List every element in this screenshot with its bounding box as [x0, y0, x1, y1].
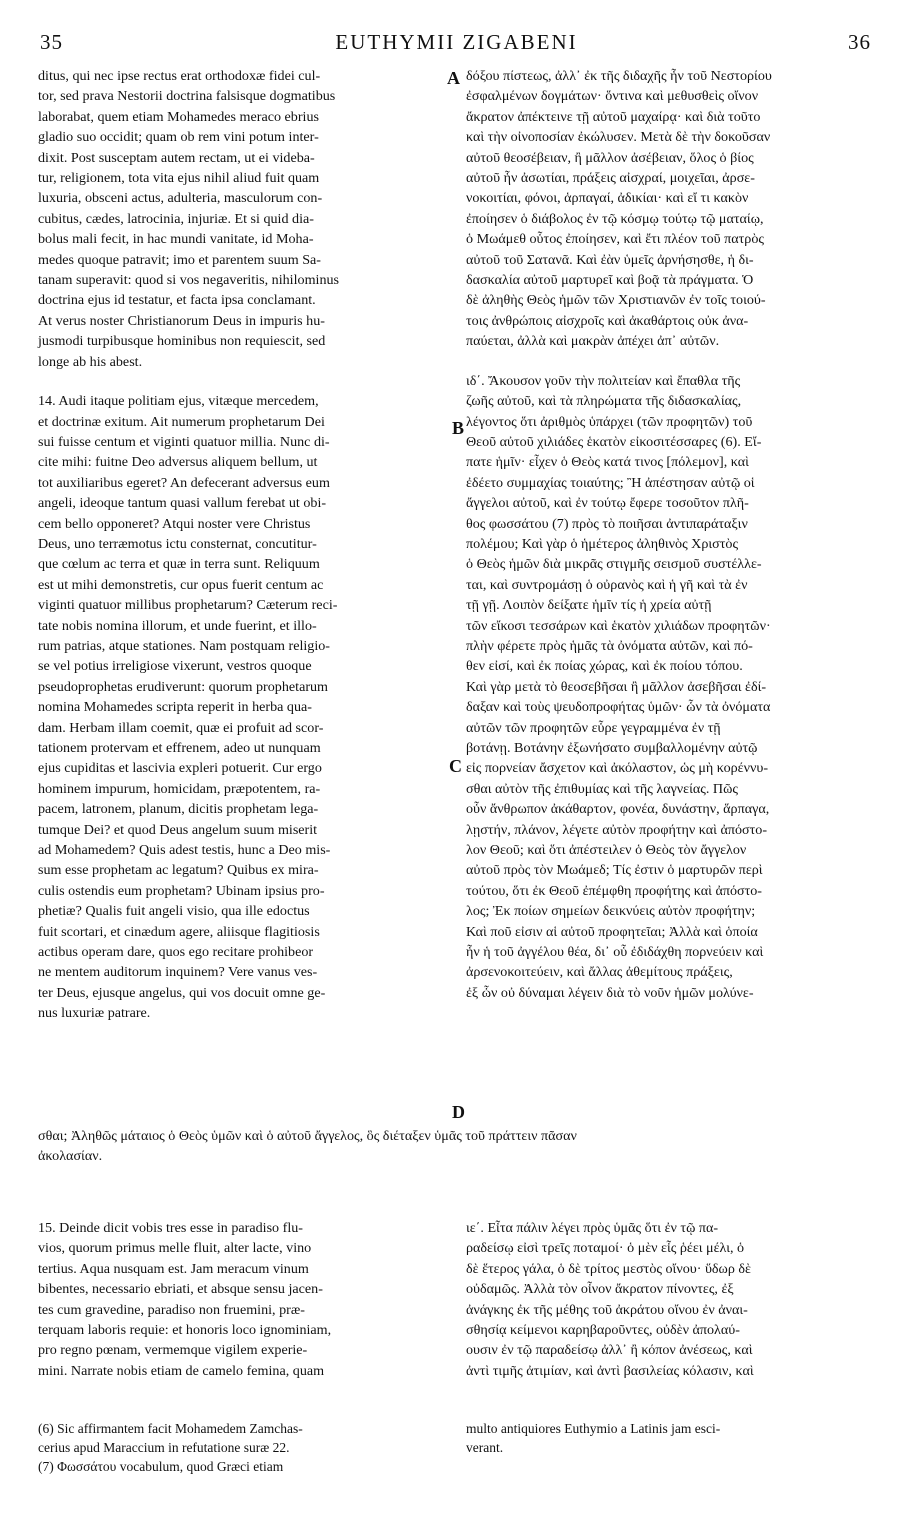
- greek-paragraph-1: δόξου πίστεως, ἀλλ᾽ ἐκ τῆς διδαχῆς ἦν τοῦ Νεστορίου ἐσφαλμένων δογμάτων· ὅντινα καὶ μεθυσθεὶς οἴνον ἄκρατον ἀπέκτεινε τῇ αὐτοῦ μαχαίρᾳ· καὶ διὰ τοῦτο καὶ τὴν οἰνοποσίαν ἐκώλυσεν. Μετὰ δὲ τὴν δοκοῦσαν αὐτοῦ θεοσέβειαν, ἢ μᾶλλον ἀσέβειαν, ὅλος ὁ βίος αὐτοῦ ἦν ἀσωτίαι, πράξεις αἰσχραί, μοιχεῖαι, ἀρσε- νοκοιτίαι, φόνοι, ἁρπαγαί, ἀδικίαι· καὶ εἴ τι κακὸν ἐποίησεν ὁ διάβολος ἐν τῷ κόσμῳ τούτῳ τῷ ματαίῳ, ὁ Μωάμεθ οὗτος ἐποίησεν, καὶ ἔτι πλέον τοῦ πατρὸς αὐτοῦ τοῦ Σατανᾶ. Καὶ ἐὰν ὑμεῖς ἀρνήσησθε, ἡ δι- δασκαλία αὐτοῦ μαρτυρεῖ καὶ βοᾷ τὰ πράγματα. Ὁ δὲ ἀληθὴς Θεὸς ἡμῶν τῶν Χριστιανῶν ἐν τοῖς τοιού- τοις ἀνθρώποις αἰσχροῖς καὶ ἀκαθάρτοις οὐκ ἀνα- παύεται, ἀλλὰ καὶ μακρὰν ἀπέχει ἀπ᾽ αὐτῶν.: [466, 68, 772, 350]
- greek-column-lower: [466, 1218, 878, 1381]
- margin-marker-a: A: [447, 68, 460, 88]
- latin-column-lower: [38, 1218, 444, 1381]
- margin-marker-b: B: [452, 418, 465, 438]
- right-page-number: 36: [848, 30, 871, 54]
- latin-paragraph-15: 15. Deinde dicit vobis tres esse in paradiso flu- vios, quorum primus melle fluit, alter lacte, vino tertius. Aqua nusquam est. Jam meracum vinum bibentes, necessario ebriati, et absque sensu jacen- tes cum gravedine, paradiso non fruemini, præ- terquam laboris requie: et honoris loco ignominiam, pro regno pœnam, vermemque vigilem experie- mini. Narrate nobis etiam de camelo femina, quam: [38, 1220, 332, 1379]
- latin-column: [38, 66, 444, 1024]
- latin-paragraph-1: ditus, qui nec ipse rectus erat orthodoxæ fidei cul- tor, sed prava Nestorii doctrina falsisque dogmatibus laborabat, quem etiam Mohamedes meraco ebrius gladio suo occidit; quam ob rem vini potum inter- dixit. Post susceptam autem rectam, ut ei videba- tur, religionem, tota vita ejus nihil aliud fuit quam luxuria, obsceni actus, adulteria, masculorum con- cubitus, cædes, latrocinia, injuriæ. Et si quid dia- bolus mali fecit, in hac mundi vanitate, id Moha- medes quoque patravit; imo et parentem suum Sa- tanam superavit: quod si vos negaveritis, nihilominus doctrina ejus id testatur, et facta ipsa conclamant. At verus noster Christianorum Deus in impuris hu- jusmodi turpibusque hominibus non requiescit, sed longe ab his abest.: [38, 68, 340, 370]
- margin-marker-c: C: [449, 756, 462, 776]
- latin-paragraph-14: 14. Audi itaque politiam ejus, vitæque mercedem, et doctrinæ exitum. Ait numerum prophetarum Dei sui fuisse centum et viginti quatuor millia. Nunc di- cite mihi: fuitne Deo adversus aliquem bellum, ut tot auxiliaribus egeret? An defecerant adversus eum angeli, ideoque tantum quasi vallum ferebat ut obi- cem bello opponeret? Atqui noster vere Christus Deus, uno terræmotus ictu consternat, concutitur- que cœlum ac terra et quæ in terra sunt. Reliquum est ut mihi demonstretis, cur opus fuerit centum ac viginti quatuor millibus prophetarum? Cæterum reci- tate nobis nomina illorum, et unde fuerint, et illo- rum patrias, atque stationes. Nam postquam religio- se vel potius irreligiose vixerunt, vestros quoque pseudoprophetas erudiverunt: quorum prophetarum nomina Mohamedes scripta reperit in herba qua- dam. Herbam illam coemit, quæ ei profuit ad scor- tationem protervam et effrenem, adeo ut nunquam ejus cupiditas et lascivia expleri potuerit. Cur ergo hominem impurum, homicidam, præpotentem, ra- pacem, latronem, planum, dicitis prophetam lega- tumque Dei? et quod Deus angelum suum miserit ad Mohamedem? Quis adest testis, hunc a Deo mis- sum esse prophetam ac legatum? Quibus ex mira- culis ostendis eum prophetam? Ubinam ipsius pro- phetiæ? Qualis fuit angeli visio, qua ille edoctus fuit scortari, et cinædum agere, aliisque flagitiosis actibus operam dare, quos ego recitare prohibeor ne mentem auditorum inquinem? Vere vanus ves- ter Deus, ejusque angelus, qui vos docuit omne ge- nus luxuriæ patrare.: [38, 393, 338, 1022]
- running-title: EUTHYMII ZIGABENI: [335, 30, 578, 54]
- footnotes-right: multo antiquiores Euthymio a Latinis jam esci- verant.: [466, 1421, 721, 1455]
- page-header: [0, 30, 913, 60]
- greek-continuation-line: σθαι; Ἀληθῶς μάταιος ὁ Θεὸς ὑμῶν καὶ ὁ αὐτοῦ ἄγγελος, ὃς διέταξεν ὑμᾶς τοῦ πράττειν πᾶσαν ἀκολασίαν.: [38, 1128, 577, 1165]
- left-page-number: 35: [40, 30, 63, 54]
- margin-marker-d: D: [452, 1102, 465, 1122]
- greek-paragraph-15: ιε΄. Εἶτα πάλιν λέγει πρὸς ὑμᾶς ὅτι ἐν τῷ πα- ραδείσῳ εἰσὶ τρεῖς ποταμοί· ὁ μὲν εἷς ῥέει μέλι, ὁ δὲ ἕτερος γάλα, ὁ δὲ τρίτος μεστὸς οἴνου· ὕδωρ δὲ οὐδαμῶς. Ἀλλὰ τὸν οἶνον ἄκρατον πίνοντες, ἐξ ἀνάγκης ἐκ τῆς μέθης τοῦ ἀκράτου οἴνου ἐν ἀναι- σθησίᾳ κείμενοι καρηβαροῦντες, οὐδὲν ἀπολαύ- ουσιν ἐν τῷ παραδείσῳ ἀλλ᾽ ἢ κόπον ἀνέσεως, καὶ ἀντὶ τιμῆς ἀτιμίαν, καὶ ἀντὶ βασιλείας κόλασιν, καὶ: [466, 1220, 754, 1379]
- greek-column: [466, 66, 878, 1003]
- footnotes-left: (6) Sic affirmantem facit Mohamedem Zamchas- cerius apud Maraccium in refutatione suræ 22. (7) Φωσσάτου vocabulum, quod Græci etiam: [38, 1421, 303, 1474]
- greek-paragraph-14: ιδ΄. Ἄκουσον γοῦν τὴν πολιτείαν καὶ ἔπαθλα τῆς ζωῆς αὐτοῦ, καὶ τὰ πληρώματα τῆς διδασκαλίας, λέγοντος ὅτι ἀριθμὸς ὑπάρχει (τῶν προφητῶν) τοῦ Θεοῦ αὐτοῦ χιλιάδες ἑκατὸν εἰκοσιτέσσαρες (6). Εἴ- πατε ἡμῖν· εἶχεν ὁ Θεὸς κατά τινος [πόλεμον], καὶ ἐδέετο συμμαχίας τοιαύτης; Ἢ ἀπέστησαν αὐτῷ οἱ ἄγγελοι αὐτοῦ, καὶ ἐν τούτῳ ἔφερε τοσοῦτον πλῆ- θος φωσσάτου (7) πρὸς τὸ ποιῆσαι ἀντιπαράταξιν πολέμου; Καὶ γὰρ ὁ ἡμέτερος ἀληθινὸς Χριστὸς ὁ Θεὸς ἡμῶν διὰ μικρᾶς στιγμῆς σεισμοῦ συστέλλε- ται, καὶ συντρομάσῃ ὁ οὐρανὸς καὶ ἡ γῆ καὶ τὰ ἐν τῇ γῇ. Λοιπὸν δείξατε ἡμῖν τίς ἡ χρεία αὐτῇ τῶν εἴκοσι τεσσάρων καὶ ἑκατὸν χιλιάδων προφητῶν· πλὴν φέρετε πρὸς ἡμᾶς τὰ ὀνόματα αὐτῶν, καὶ πό- θεν εἰσί, καὶ ἐκ ποίας χώρας, καὶ ἐκ ποίου τόπου. Καὶ γὰρ μετὰ τὸ θεοσεβῆσαι ἢ μᾶλλον ἀσεβῆσαι ἐδί- δαξαν καὶ τοὺς ψευδοπροφήτας ὑμῶν· ὧν τὰ ὀνόματα αὐτῶν τῶν προφητῶν εὗρε γεγραμμένα ἐν τῇ βοτάνῃ. Βοτάνην ἐξωνήσατο συμβαλλομένην αὐτῷ εἰς πορνείαν ἄσχετον καὶ ἀκόλαστον, ὡς μὴ κορέννυ- σθαι αὐτὸν τῆς ἐπιθυμίας καὶ τῆς λαγνείας. Πῶς οὖν ἄνθρωπον ἀκάθαρτον, φονέα, δυνάστην, ἅρπαγα, λῃστήν, πλάνον, λέγετε αὐτὸν προφήτην καὶ ἀπόστο- λον Θεοῦ; καὶ ὅτι ἀπέστειλεν ὁ Θεὸς τὸν ἄγγελον αὐτοῦ πρὸς τὸν Μωάμεδ; Τίς ἐστιν ὁ μαρτυρῶν περὶ τούτου, ὅτι ἐκ Θεοῦ ἐπέμφθη προφήτης καὶ ἀπόστο- λος; Ἐκ ποίων σημείων δεικνύεις αὐτὸν προφήτην; Καὶ ποῦ εἰσιν αἱ αὐτοῦ προφητεῖαι; Ἀλλὰ καὶ ὁποία ἦν ἡ τοῦ ἀγγέλου θέα, δι᾽ οὗ ἐδιδάχθη πορνεύειν καὶ ἀρσενοκοιτεύειν, καὶ ἄλλας ἀθεμίτους πράξεις, ἐξ ὧν οὐ δύναμαι λέγειν διὰ τὸ νοῦν ἡμῶν μολύνε-: [466, 372, 771, 1001]
